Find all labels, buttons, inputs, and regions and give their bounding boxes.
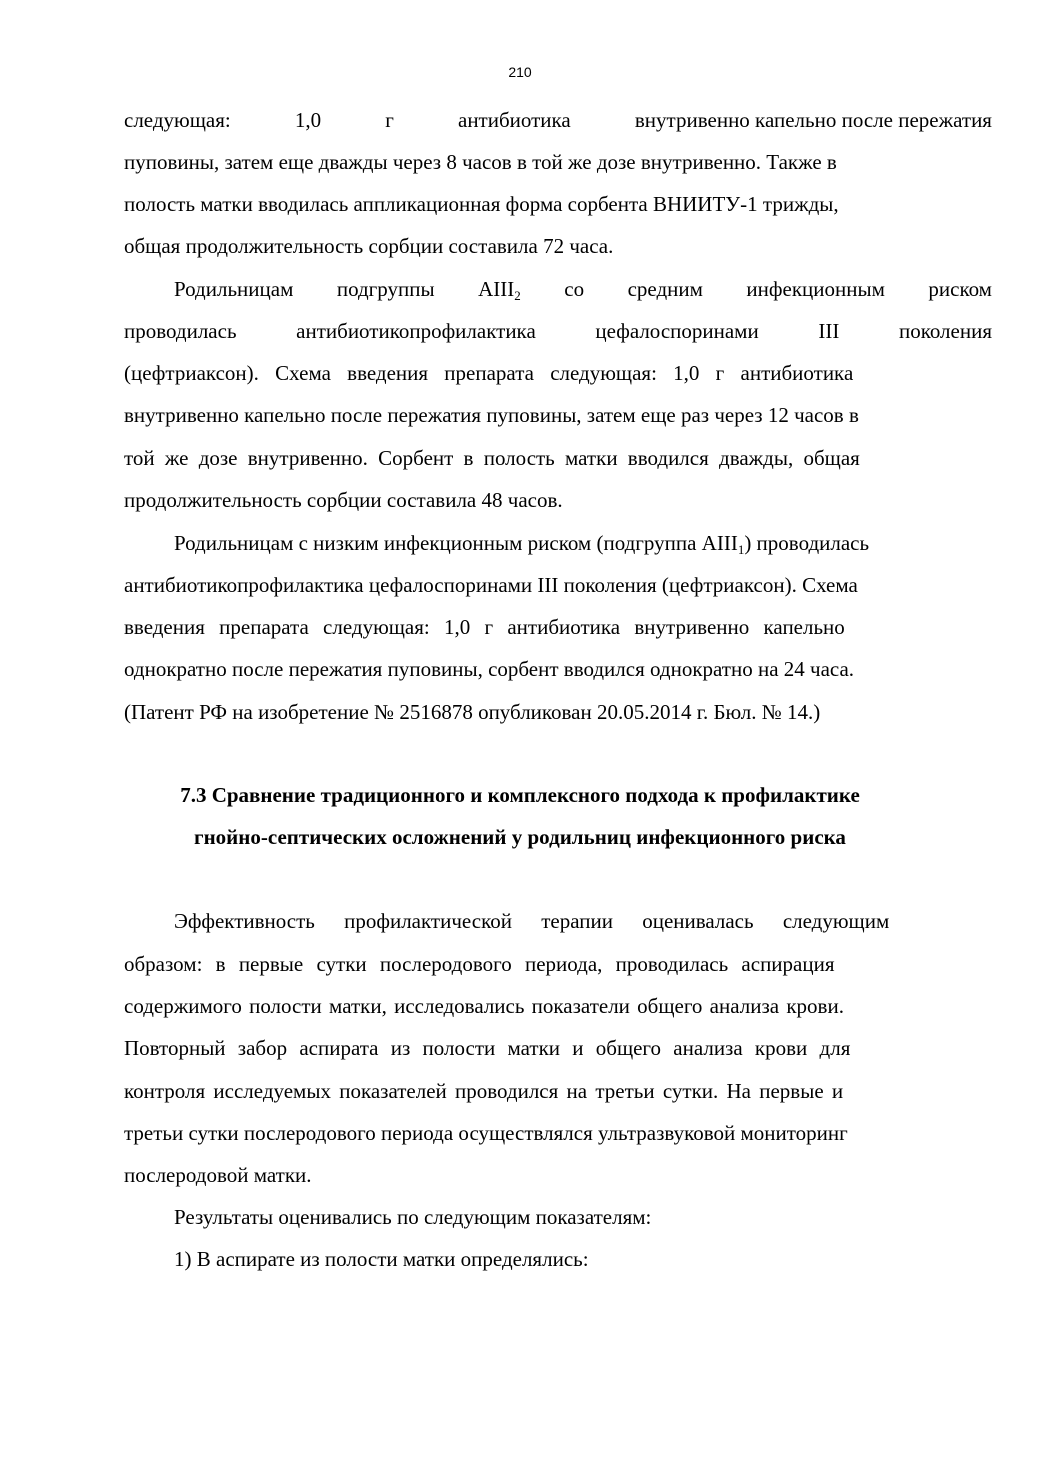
line-text: Родильницам с низким инфекционным риском (подгруппа АIII — [174, 531, 738, 555]
paragraph4-line2: образом: в первые сутки послеродового периода, проводилась аспирация — [124, 952, 835, 976]
paragraph2-line6: продолжительность сорбции составила 48 часов. — [124, 488, 563, 512]
paragraph5: Результаты оценивались по следующим показателям: — [174, 1205, 652, 1229]
paragraph3-line3: введения препарата следующая: 1,0 г антибиотика внутривенно капельно — [124, 615, 845, 639]
paragraph2-line5: той же дозе внутривенно. Сорбент в полость матки вводился дважды, общая — [124, 446, 860, 470]
word: следующая: — [124, 108, 231, 132]
paragraph3-line2: антибиотикопрофилактика цефалоспоринами III поколения (цефтриаксон). Схема — [124, 573, 858, 597]
word: АIII — [478, 277, 515, 301]
word: риском — [928, 277, 992, 301]
word: 1,0 — [294, 108, 322, 132]
paragraph1-line4: общая продолжительность сорбции составила 72 часа. — [124, 234, 614, 258]
paragraph4-line1: Эффективность профилактической терапии оценивалась следующим — [174, 909, 890, 933]
paragraph1-line2 — [124, 149, 992, 175]
section-heading-line2: гнойно-септических осложнений у родильниц инфекционного риска — [194, 825, 846, 849]
word: инфекционным — [746, 277, 885, 301]
page-number: 210 — [508, 64, 532, 80]
word: цефалоспоринами — [595, 319, 759, 343]
list-item-1: 1) В аспирате из полости матки определялись: — [174, 1247, 589, 1271]
paragraph4-line5: контроля исследуемых показателей проводился на третьи сутки. На первые и — [124, 1079, 844, 1103]
word: III — [818, 319, 840, 343]
word: проводилась — [124, 319, 237, 343]
word: средним — [627, 277, 703, 301]
word: Родильницам — [174, 277, 294, 301]
word: антибиотикопрофилактика — [296, 319, 536, 343]
paragraph4-line7: послеродовой матки. — [124, 1163, 312, 1187]
word: подгруппы — [336, 277, 435, 301]
paragraph4-line4: Повторный забор аспирата из полости матки и общего анализа крови для — [124, 1036, 851, 1060]
paragraph3-line5: (Патент РФ на изобретение № 2516878 опубликован 20.05.2014 г. Бюл. № 14.) — [124, 700, 821, 724]
subscript: 2 — [514, 288, 521, 303]
subgroup-label — [478, 276, 521, 302]
paragraph2-line2 — [124, 318, 992, 344]
word: антибиотика — [458, 108, 571, 132]
line-text: ) проводилась — [744, 531, 870, 555]
paragraph3-line1 — [174, 530, 992, 556]
word: со — [564, 277, 585, 301]
line-text: пуповины, затем еще дважды через 8 часов в той же дозе внутривенно. Также в — [124, 150, 837, 174]
paragraph2-line4: внутривенно капельно после пережатия пуповины, затем еще раз через 12 часов в — [124, 403, 859, 427]
paragraph1-line3: полость матки вводилась аппликационная форма сорбента ВНИИТУ-1 трижды, — [124, 192, 839, 216]
word: поколения — [898, 319, 992, 343]
section-heading-line1: 7.3 Сравнение традиционного и комплексного подхода к профилактике — [180, 783, 860, 807]
paragraph4-line6: третьи сутки послеродового периода осуществлялся ультразвуковой мониторинг — [124, 1121, 848, 1145]
subscript: 1 — [737, 542, 745, 557]
paragraph2-line1 — [174, 276, 992, 302]
paragraph3-line4: однократно после пережатия пуповины, сорбент вводился однократно на 24 часа. — [124, 657, 855, 681]
word-group: внутривенно капельно после пережатия — [634, 108, 992, 132]
word: г — [385, 108, 394, 132]
paragraph1-line1 — [124, 107, 992, 133]
paragraph2-line3: (цефтриаксон). Схема введения препарата следующая: 1,0 г антибиотика — [124, 361, 854, 385]
paragraph4-line3: содержимого полости матки, исследовались показатели общего анализа крови. — [124, 994, 844, 1018]
